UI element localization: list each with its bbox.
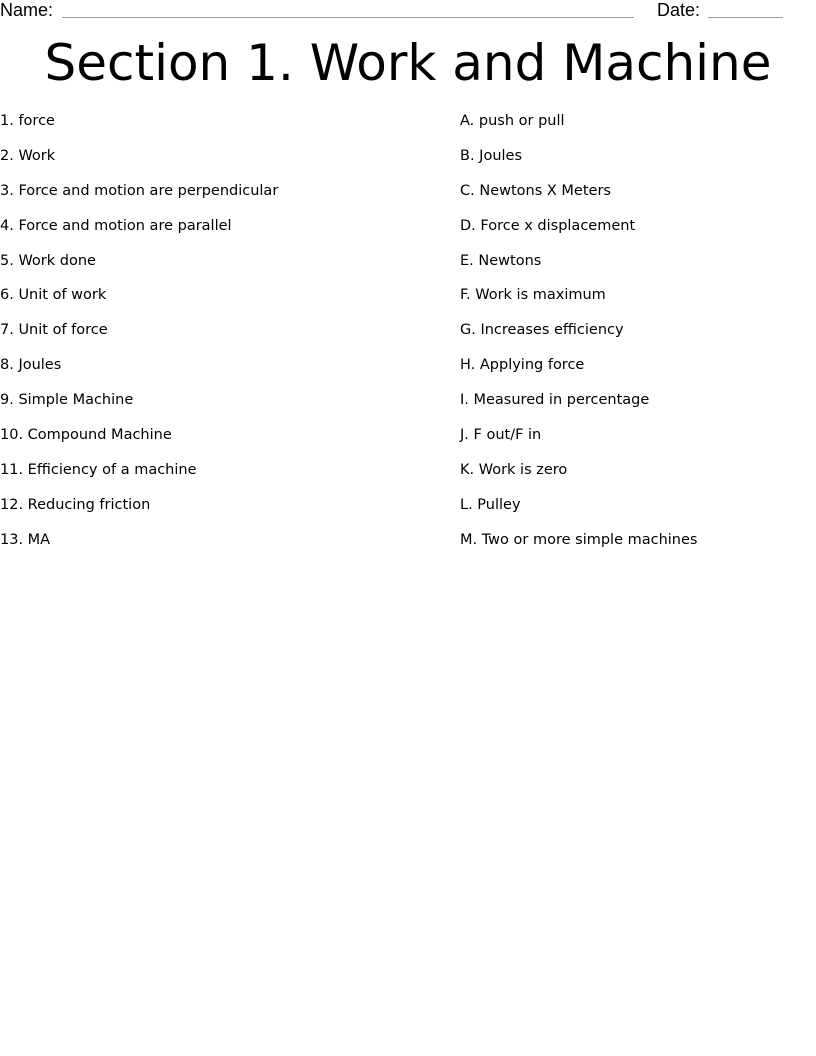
definition-item: J. F out/F in bbox=[460, 427, 542, 444]
term-item: 10. Compound Machine bbox=[0, 427, 172, 444]
term-item: 1. force bbox=[0, 113, 55, 129]
definition-item: E. Newtons bbox=[460, 252, 542, 269]
term-item: 13. MA bbox=[0, 531, 51, 548]
definition-item: C. Newtons X Meters bbox=[460, 182, 611, 199]
worksheet-header bbox=[0, 0, 816, 24]
definition-item: D. Force x displacement bbox=[460, 217, 636, 234]
term-item: 5. Work done bbox=[0, 252, 96, 269]
definition-item: F. Work is maximum bbox=[460, 287, 606, 304]
term-item: 11. Efficiency of a machine bbox=[0, 461, 197, 478]
term-item: 8. Joules bbox=[0, 357, 62, 374]
definition-item: M. Two or more simple machines bbox=[460, 531, 698, 548]
definition-item: L. Pulley bbox=[460, 496, 521, 513]
name-label: Name: bbox=[0, 0, 54, 20]
term-item: 9. Simple Machine bbox=[0, 392, 134, 409]
term-item: 3. Force and motion are perpendicular bbox=[0, 182, 279, 199]
term-item: 7. Unit of force bbox=[0, 322, 108, 339]
definition-item: G. Increases efficiency bbox=[460, 322, 624, 339]
terms-column bbox=[0, 111, 440, 565]
date-label: Date: bbox=[657, 0, 701, 20]
page-title: Section 1. Work and Machine bbox=[44, 34, 772, 92]
definition-item: H. Applying force bbox=[460, 357, 585, 374]
name-blank-line[interactable] bbox=[62, 17, 634, 18]
date-blank-line[interactable] bbox=[708, 17, 783, 18]
definition-item: A. push or pull bbox=[460, 113, 565, 129]
term-item: 2. Work bbox=[0, 147, 56, 164]
term-item: 12. Reducing friction bbox=[0, 496, 151, 513]
definition-item: B. Joules bbox=[460, 147, 523, 164]
definitions-column bbox=[460, 111, 810, 565]
definition-item: K. Work is zero bbox=[460, 461, 568, 478]
term-item: 4. Force and motion are parallel bbox=[0, 217, 232, 234]
term-item: 6. Unit of work bbox=[0, 287, 107, 304]
definition-item: I. Measured in percentage bbox=[460, 392, 650, 409]
